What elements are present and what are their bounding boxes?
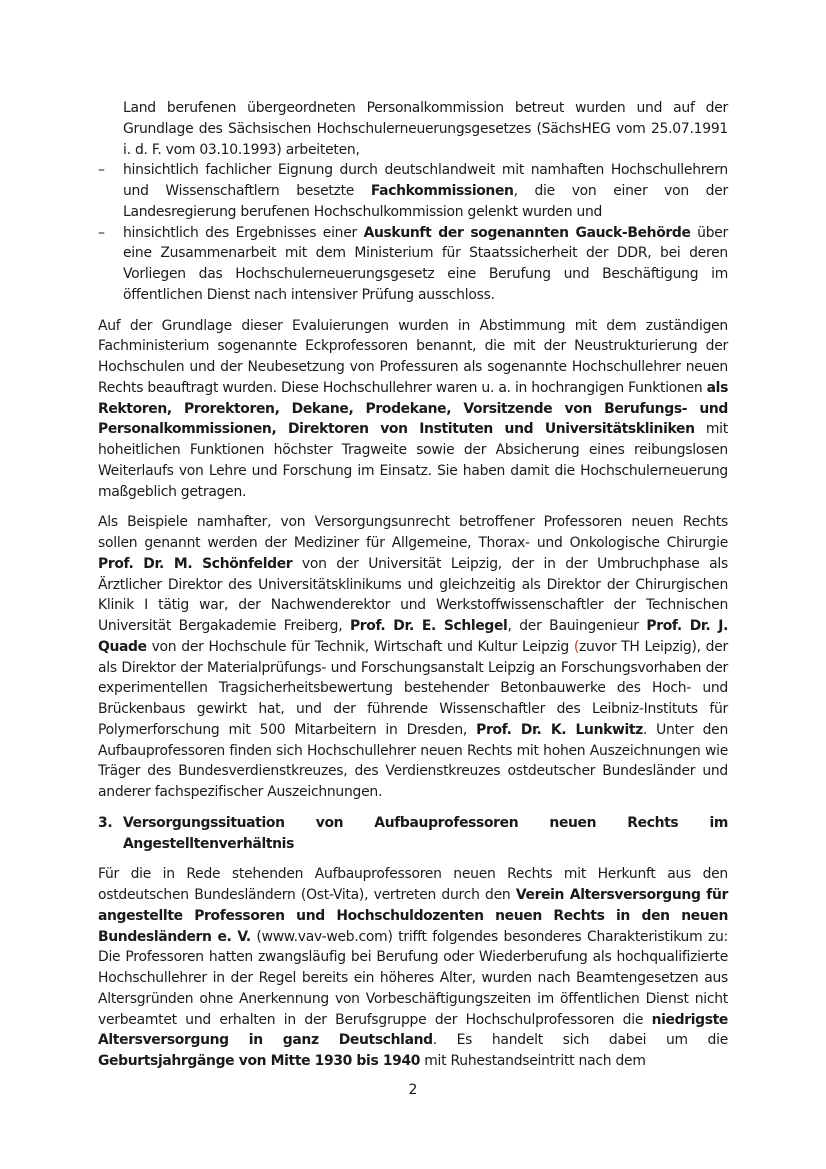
list-item-continuation: Land berufenen übergeordneten Personalkommission betreut wurden und auf der Grundlage des Sächsischen Hochschulerneuerungsgesetzes (SächsHEG vom 25.07.1991 i. d. F. vom 03.10.1993) arbeiteten,	[123, 100, 728, 158]
red-parenthesis: (	[573, 638, 579, 655]
list-dash: –	[98, 224, 105, 241]
section-title: Versorgungssituation von Aufbauprofessoren neuen Rechts im Angestelltenverhältnis	[123, 814, 728, 852]
paragraph-evaluations: Auf der Grundlage dieser Evaluierungen wurden in Abstimmung mit dem zuständigen Fachministerium sogenannte Eckprofessoren benannt, die mit der Neustrukturierung der Hochschulen und der Neubesetzung von Professuren als sogenannte Hochschullehrer neuen Rechts beauftragt wurden. Diese Hochschullehrer waren u. a. in hochrangigen Funktionen als Rektoren, Prorektoren, Dekane, Prodekane, Vorsitzende von Berufungs- und Personalkommissionen, Direktoren von Instituten und Universitätskliniken mit hoheitlichen Funktionen höchster Tragweite sowie der Absicherung eines reibungslosen Weiterlaufs von Lehre und Forschung im Einsatz. Sie haben damit die Hochschulerneuerung maßgeblich getragen.	[98, 317, 728, 500]
bold-name: Prof. Dr. K. Lunkwitz	[476, 721, 643, 738]
list-item: – hinsichtlich fachlicher Eignung durch deutschlandweit mit namhaften Hochschullehrern und Wissenschaftlern besetzte Fachkommissionen, die von einer von der Landesregierung berufenen Hochschulkommission gelenkt wurden und	[98, 162, 728, 220]
list-dash: –	[98, 162, 105, 179]
document-page	[98, 98, 728, 1082]
bold-term: Auskunft der sogenannten Gauck-Behörde	[363, 224, 691, 241]
section-heading	[98, 813, 728, 855]
bold-name: Prof. Dr. E. Schlegel	[349, 618, 508, 634]
list-item: – hinsichtlich des Ergebnisses einer Auskunft der sogenannten Gauck-Behörde über eine Zusammenarbeit mit dem Ministerium für Staatssicherheit der DDR, bei deren Vorliegen das Hochschulerneuerungsgesetz eine Berufung und Beschäftigung im öffentlichen Dienst nach intensiver Prüfung ausschloss.	[98, 224, 729, 303]
page-number: 2	[408, 1082, 418, 1098]
paragraph-examples: Als Beispiele namhafter, von Versorgungsunrecht betroffener Professoren neuen Rechts sollen genannt werden der Mediziner für Allgemeine, Thorax- und Onkologische Chirurgie Prof. Dr. M. Schönfelder von der Universität Leipzig, der in der Umbruchphase als Ärztlicher Direktor des Universitätsklinikums und gleichzeitig als Direktor der Chirurgischen Klinik I tätig war, der Nachwenderektor und Werkstoffwissenschaftler der Technischen Universität Bergakademie Freiberg, Prof. Dr. E. Schlegel, der Bauingenieur Prof. Dr. J. Quade von der Hochschule für Technik, Wirtschaft und Kultur Leipzig (zuvor TH Leipzig), der als Direktor der Materialprüfungs- und Forschungsanstalt Leipzig an Forschungsvorhaben der experimentellen Tragsicherheitsbewertung bestehender Betonbauwerke des Hoch- und Brückenbaus gewirkt hat, und der führende Wissenschaftler des Leibniz-Instituts für Polymerforschung mit 500 Mitarbeitern in Dresden, Prof. Dr. K. Lunkwitz. Unter den Aufbauprofessoren finden sich Hochschullehrer neuen Rechts mit hohen Auszeichnungen wie Träger des Bundesverdienstkreuzes, des Verdienstkreuzes ostdeutscher Bundesländer und anderer fachspezifischer Auszeichnungen.	[98, 514, 729, 800]
bold-name: Prof. Dr. J. Quade	[98, 618, 729, 655]
bullet-list	[98, 98, 728, 306]
bold-term: Verein Altersversorgung für angestellte Professoren und Hochschuldozenten neuen Rechts in den neuen Bundesländern e. V.	[98, 887, 728, 945]
section-number: 3.	[98, 814, 113, 831]
bold-term: Fachkommissionen	[370, 183, 514, 199]
bold-term: Geburtsjahrgänge von Mitte 1930 bis 1940	[98, 1053, 421, 1069]
bold-name: Prof. Dr. M. Schönfelder	[98, 555, 293, 572]
paragraph-situation: Für die in Rede stehenden Aufbauprofessoren neuen Rechts mit Herkunft aus den ostdeutschen Bundesländern (Ost-Vita), vertreten durch den Verein Altersversorgung für angestellte Professoren und Hochschuldozenten neuen Rechts in den neuen Bundesländern e. V. (www.vav-web.com) trifft folgendes besonderes Charakteristikum zu: Die Professoren hatten zwangsläufig bei Berufung oder Wiederberufung als hochqualifizierte Hochschullehrer in der Regel bereits ein höheres Alter, wurden nach Beamtengesetzen aus Altersgründen ohne Anerkennung von Vorbeschäftigungszeiten im öffentlichen Dienst nicht verbeamtet und erhalten in der Berufsgruppe der Hochschulprofessoren die niedrigste Altersversorgung in ganz Deutschland. Es handelt sich dabei um die Geburtsjahrgänge von Mitte 1930 bis 1940 mit Ruhestandseintritt nach dem	[98, 866, 728, 1069]
bold-term: als Rektoren, Prorektoren, Dekane, Prodekane, Vorsitzende von Berufungs- und Personalkommissionen, Direktoren von Instituten und Universitätskliniken	[98, 379, 728, 438]
bold-term: niedrigste Altersversorgung in ganz Deutschland	[98, 1011, 728, 1049]
